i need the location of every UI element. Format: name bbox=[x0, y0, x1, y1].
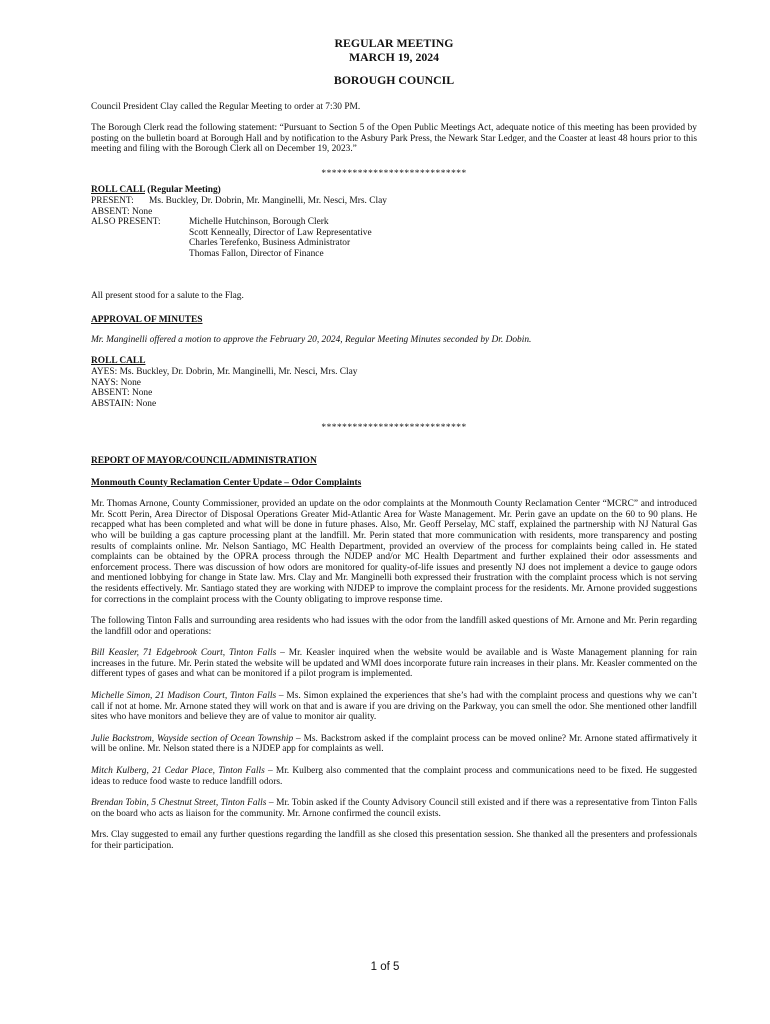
meeting-title: REGULAR MEETING bbox=[334, 36, 454, 50]
report-subheading: Monmouth County Reclamation Center Update – Odor Complaints bbox=[91, 477, 362, 488]
resident-name: Bill Keasler, 71 Edgebrook Court, Tinton Falls bbox=[91, 648, 277, 659]
present-label: PRESENT: bbox=[91, 196, 134, 207]
resident-comment bbox=[91, 766, 697, 787]
minutes-abstain: ABSTAIN: None bbox=[91, 398, 157, 409]
resident-text: – Mr. Tobin asked if the County Advisory Council still existed and if there was a representative from Tinton Falls on the board who acts as liaison for the community. Mr. Arnone confirmed the council exists. bbox=[91, 798, 697, 819]
roll-call-heading bbox=[91, 185, 697, 196]
separator-stars: **************************** bbox=[321, 168, 467, 179]
resident-comment bbox=[91, 691, 697, 723]
opening-text: Council President Clay called the Regular Meeting to order at 7:30 PM. bbox=[91, 101, 361, 112]
also-present-item: Charles Terefenko, Business Administrator bbox=[189, 238, 351, 249]
also-present-item: Michelle Hutchinson, Borough Clerk bbox=[189, 217, 329, 228]
meeting-date: MARCH 19, 2024 bbox=[348, 49, 440, 64]
resident-text: – Mr. Kulberg also commented that the complaint process and communications need to be fixed. He suggested ideas to reduce food waste to reduce landfill odors. bbox=[91, 766, 697, 787]
resident-name: Mitch Kulberg, 21 Cedar Place, Tinton Falls bbox=[91, 766, 265, 777]
present-members: Ms. Buckley, Dr. Dobrin, Mr. Manginelli, Mr. Nesci, Mrs. Clay bbox=[149, 196, 387, 207]
minutes-nays: NAYS: None bbox=[91, 377, 141, 388]
page-number: 1 of 5 bbox=[370, 961, 400, 973]
also-present-item: Scott Kenneally, Director of Law Representative bbox=[189, 227, 372, 238]
resident-text: – Ms. Simon explained the experiences that she’s had with the complaint process and questions why we can’t call if not at home. Mr. Arnone stated they will work on that and is aware if you are driving on the Parkway, you can smell the odor. She mentioned other landfill sites who have monitors and believe they are of value to monitor air quality. bbox=[91, 691, 697, 723]
resident-comment bbox=[91, 798, 697, 819]
resident-name: Brendan Tobin, 5 Chestnut Street, Tinton Falls bbox=[91, 798, 267, 809]
approval-minutes-heading: APPROVAL OF MINUTES bbox=[91, 315, 203, 326]
minutes-absent: ABSENT: None bbox=[91, 388, 153, 399]
resident-name: Julie Backstrom, Wayside section of Ocean Township bbox=[91, 733, 294, 744]
roll-call-absent: ABSENT: None bbox=[91, 206, 153, 217]
closing-paragraph: Mrs. Clay suggested to email any further questions regarding the landfill as she closed this presentation session. She thanked all the presenters and professionals for their participation. bbox=[91, 830, 697, 851]
resident-comment bbox=[91, 648, 697, 680]
resident-name: Michelle Simon, 21 Madison Court, Tinton Falls bbox=[91, 691, 277, 702]
report-heading: REPORT OF MAYOR/COUNCIL/ADMINISTRATION bbox=[91, 455, 317, 466]
separator-stars: **************************** bbox=[321, 423, 467, 434]
roll-call-title-suffix: (Regular Meeting) bbox=[144, 185, 221, 196]
resident-text: – Mr. Keasler inquired when the website would be available and is Waste Management planning for rain increases in the future. Mr. Perin stated the website will be updated and WMI does incorporate future rain increases in their plans. Mr. Keasler commented on the different types of gases and what can be monitored if a pilot program is implemented. bbox=[91, 648, 697, 680]
resident-text: – Ms. Backstrom asked if the complaint process can be moved online? Mr. Arnone stated affirmatively it will be online. Mr. Nelson stated there is a NJDEP app for complaints as well. bbox=[91, 733, 697, 755]
minutes-roll-call-heading: ROLL CALL bbox=[91, 356, 146, 367]
minutes-ayes: AYES: Ms. Buckley, Dr. Dobrin, Mr. Manginelli, Mr. Nesci, Mrs. Clay bbox=[91, 367, 358, 377]
minutes-motion: Mr. Manginelli offered a motion to approve the February 20, 2024, Regular Meeting Minutes seconded by Dr. Dobin. bbox=[91, 334, 532, 345]
also-present-label: ALSO PRESENT: bbox=[91, 217, 161, 228]
council-title: BOROUGH COUNCIL bbox=[333, 73, 455, 87]
also-present-item: Thomas Fallon, Director of Finance bbox=[189, 249, 324, 260]
also-present-list bbox=[189, 217, 697, 259]
meeting-statement: The Borough Clerk read the following statement: “Pursuant to Section 5 of the Open Public Meetings Act, adequate notice of this meeting has been provided by posting on the bulletin board at Borough Hall and by notification to the Asbury Park Press, the Newark Star Ledger, and the Coaster at least 48 hours prior to this meeting and filing with the Borough Clerk all on December 19, 2023.” bbox=[91, 123, 697, 155]
residents-intro: The following Tinton Falls and surrounding area residents who had issues with the odor from the landfill asked questions of Mr. Arnone and Mr. Perin regarding the landfill odor and operations: bbox=[91, 616, 697, 637]
roll-call-present-row bbox=[91, 196, 697, 207]
report-paragraph: Mr. Thomas Arnone, County Commissioner, provided an update on the odor complaints at the Monmouth County Reclamation Center “MCRC” and introduced Mr. Scott Perin, Area Director of Disposal Operations Greater Mid-Atlantic Area for Waste Management. Mr. Perin gave an update on the 60 to 90 plans. He recapped what has been completed and what will be done in future phases. Also, Mr. Geoff Perselay, MC staff, explained the partnership with NJ Natural Gas who will be building a gas capture processing plant at the landfill. Mr. Perin stated that more communication with residents, more transparency and posting results of complaints online. Mr. Nelson Santiago, MC Health Department, provided an overview of the process for complaints being called in. He stated complaints can be obtained by the OPRA process through the NJDEP and/or MC Health Department and further explained their odor assessments and enforcement process. There was discussion of how odors are monitored for quality-of-life issues and presently NJ does not implement a device to gauge odors and mentioned lobbying for change in State law. Mrs. Clay and Mr. Manginelli both expressed their frustration with the complaint process which is not serving the residents effectively. Mr. Santiago stated they are working with NJDEP to improve the complaint process for the residents. Mr. Arnone provided suggestions for corrections in the complaint process with the County obligating to improve response time. bbox=[91, 499, 697, 605]
document-body bbox=[91, 37, 697, 852]
also-present-row bbox=[91, 217, 697, 259]
roll-call-title: ROLL CALL bbox=[91, 185, 145, 196]
resident-comment bbox=[91, 734, 697, 755]
flag-salute-text: All present stood for a salute to the Flag. bbox=[91, 290, 244, 301]
